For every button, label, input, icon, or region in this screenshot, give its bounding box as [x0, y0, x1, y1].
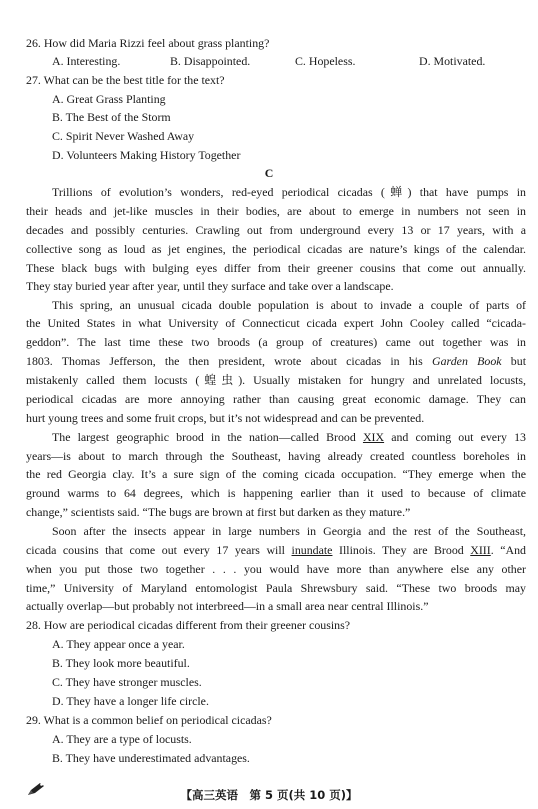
- page-footer: 【高三英语 第 5 页(共 10 页)】: [180, 788, 358, 802]
- passage-line-garden-book: 1803. Thomas Jefferson, the then president, wrote about cicadas in his Garden Book but: [26, 354, 526, 368]
- q26-option-d: D. Motivated.: [419, 54, 486, 68]
- passage-line: the United States in what University of Connecticut cicada expert John Cooley called “cicada-: [26, 316, 526, 330]
- passage-line: years—is about to march through the Southeast, having already created countless boreholes in: [26, 449, 526, 463]
- q26-option-c: C. Hopeless.: [295, 54, 356, 68]
- passage-line: mistakenly called them locusts (蝗虫). Usually mistaken for hungry and unrelated locusts,: [26, 373, 526, 387]
- q26-option-a: A. Interesting.: [52, 54, 121, 68]
- passage-line: Soon after the insects appear in large numbers in Georgia and the rest of the Southeast,: [52, 524, 526, 538]
- q26-stem: 26. How did Maria Rizzi feel about grass planting?: [26, 36, 270, 50]
- passage-line: Trillions of evolution’s wonders, red-eyed periodical cicadas (蝉) that have pumps in: [52, 185, 526, 199]
- passage-line: These black bugs with bulging eyes differ from their greener cousins that come out annually.: [26, 261, 526, 275]
- q27-option-d: D. Volunteers Making History Together: [52, 148, 241, 162]
- q28-option-d: D. They have a longer life circle.: [52, 694, 209, 708]
- passage-line: change,” scientists said. “The bugs are brown at first but darken as they mature.”: [26, 505, 411, 519]
- passage-line: hurt young trees and some fruit crops, but it’s not widespread and can be prevented.: [26, 411, 425, 425]
- q29-option-a: A. They are a type of locusts.: [52, 732, 192, 746]
- passage-line: decades and possibly centuries. Crawling out from underground every 13 or 17 years, with a: [26, 223, 526, 237]
- q28-option-a: A. They appear once a year.: [52, 637, 185, 651]
- passage-line: geddon”. The last time these two broods (a group of creatures) came out together was in: [26, 335, 526, 349]
- passage-line: the red Georgia clay. It’s a sure sign of the coming cicada occupation. “They emerge when the: [26, 467, 526, 481]
- q26-options: [52, 54, 526, 68]
- passage-line: time,” University of Maryland entomologist Paula Shrewsbury said. “These two broods may: [26, 581, 526, 595]
- book-title: Garden Book: [432, 354, 502, 368]
- passage-line: They stay buried year after year, until they surface and take over a landscape.: [26, 279, 394, 293]
- passage-line: actually overlap—but probably not interbreed—in a small area near central Illinois.”: [26, 599, 429, 613]
- q29-stem: 29. What is a common belief on periodical cicadas?: [26, 713, 272, 727]
- passage-line: their heads and jet-like muscles in their bodies, are about to emerge in numbers not seen in: [26, 204, 526, 218]
- q27-stem: 27. What can be the best title for the text?: [26, 73, 225, 87]
- q26-option-b: B. Disappointed.: [170, 54, 251, 68]
- q29-option-b: B. They have underestimated advantages.: [52, 751, 250, 765]
- passage-line: periodical cicadas are more annoying rather than causing great economic damage. They can: [26, 392, 526, 406]
- inundate-word: inundate: [291, 543, 333, 557]
- q28-option-b: B. They look more beautiful.: [52, 656, 190, 670]
- passage-line-brood19: The largest geographic brood in the nation—called Brood XIX and coming out every 13: [52, 430, 526, 444]
- passage-line: This spring, an unusual cicada double population is about to invade a couple of parts of: [52, 298, 526, 312]
- q27-option-b: B. The Best of the Storm: [52, 110, 171, 124]
- passage-line: when you put those two together . . . you would have more than anywhere else any other: [26, 562, 526, 576]
- q28-option-c: C. They have stronger muscles.: [52, 675, 202, 689]
- passage-line: ground warms to 64 degrees, which is happening earlier than it used to because of climate: [26, 486, 526, 500]
- q28-stem: 28. How are periodical cicadas different from their greener cousins?: [26, 618, 350, 632]
- passage-line: collective song as loud as jet engines, the periodical cicadas are nature’s kings of the calendar.: [26, 242, 526, 256]
- passage-line-inundate: cicada cousins that come out every 17 years will inundate Illinois. They are Brood XIII. “And: [26, 543, 526, 557]
- brood-numeral: XIX: [362, 430, 385, 444]
- q27-option-c: C. Spirit Never Washed Away: [52, 129, 195, 143]
- q27-option-a: A. Great Grass Planting: [52, 92, 166, 106]
- brood-numeral: XIII: [470, 543, 491, 557]
- section-label: C: [264, 166, 274, 180]
